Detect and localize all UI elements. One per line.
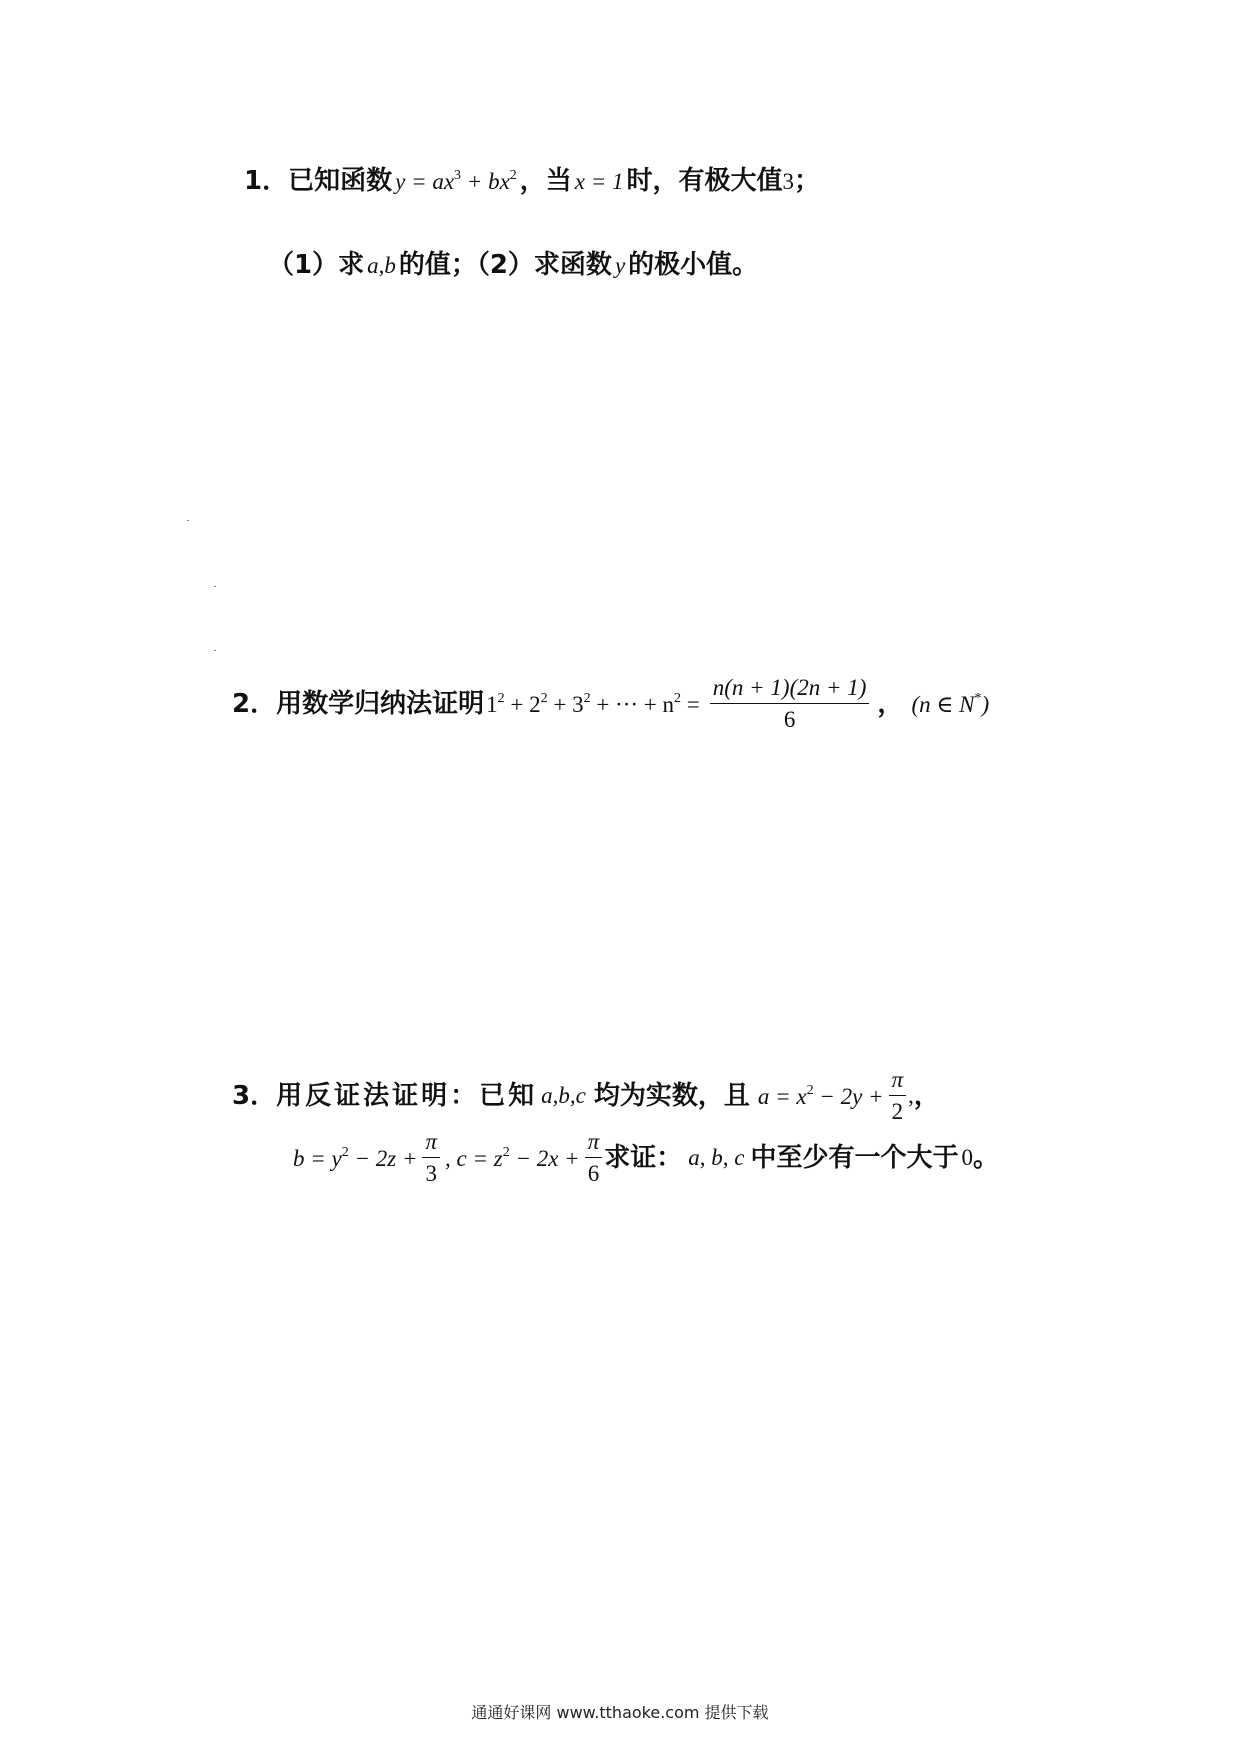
question-2-comma: ， <box>877 688 904 719</box>
question-1-formula-function: $y = ax^3 + bx^2$ <box>395 168 517 194</box>
question-1-text-c: 时，有极大值 <box>626 166 783 196</box>
question-1-number: 1． <box>244 166 289 196</box>
question-3-comma: ， <box>913 1080 940 1111</box>
question-3-fraction-a-den: 2 <box>891 1099 904 1124</box>
question-1-line-1 <box>244 168 820 194</box>
question-3-fraction-c-num: π <box>585 1130 603 1158</box>
question-2-number: 2． <box>232 688 277 719</box>
question-3-text-b: 均为实数，且 <box>593 1080 750 1111</box>
question-2-line <box>232 676 989 731</box>
question-3-fraction-b-den: 3 <box>425 1161 437 1186</box>
question-3-fraction-b <box>422 1130 440 1185</box>
question-3-fraction-c <box>585 1130 603 1185</box>
question-1-text-b: ，当 <box>519 166 572 196</box>
question-1-text-d: ； <box>794 166 821 196</box>
question-2-condition: (n ∈ N*) <box>911 690 990 717</box>
question-3-period: 。 <box>972 1142 999 1173</box>
question-3-prove: 求证： <box>604 1142 683 1173</box>
question-3-fraction-a-num: π <box>889 1068 907 1096</box>
question-1-line-2 <box>268 252 758 278</box>
question-1-text-a: 已知函数 <box>288 166 393 196</box>
question-1-vars-ab: a,b <box>367 252 396 278</box>
question-3-formula-a: $a = x^2 - 2y$ + <box>757 1082 884 1109</box>
question-1-max-value: 3 <box>782 168 795 194</box>
scan-speck <box>214 650 216 651</box>
question-1-part-a: （1）求 <box>268 250 365 280</box>
question-3-comma-math: , <box>908 1083 914 1108</box>
question-2-numerator: n(n + 1)(2n + 1) <box>710 676 870 704</box>
question-2-denominator: 6 <box>783 707 796 732</box>
question-3-text-a: 用反证法证明：已知 <box>276 1080 538 1111</box>
question-3-line-2 <box>290 1130 999 1185</box>
scan-speck <box>187 520 189 521</box>
question-2-fraction <box>710 676 870 731</box>
question-1-var-y: y <box>614 252 626 278</box>
question-3-formula-b: $b = y^2 - 2z$ + <box>293 1144 418 1171</box>
question-3-conclusion: 中至少有一个大于 <box>750 1142 959 1173</box>
question-3-formula-c: , $c = z^2 - 2x$ + <box>445 1144 580 1171</box>
question-3-vars-abc-2: a, b, c <box>688 1145 745 1170</box>
footer-source: 通通好课网 www.tthaoke.com 提供下载 <box>471 1703 769 1722</box>
question-3-fraction-b-num: π <box>422 1130 440 1158</box>
question-3-line-1 <box>232 1068 940 1123</box>
scan-speck <box>214 586 216 587</box>
question-2-sum-left: $1^2 + 2^2 + 3^2$ + ··· + $n^2$ = <box>486 690 700 717</box>
question-3-number: 3． <box>232 1080 277 1111</box>
question-3-fraction-c-den: 6 <box>587 1161 600 1186</box>
question-2-text: 用数学归纳法证明 <box>276 688 485 719</box>
question-3-vars-abc: a,b,c <box>541 1083 586 1108</box>
question-1-part-b: 的值；（2）求函数 <box>398 250 612 280</box>
question-3-fraction-a <box>889 1068 907 1123</box>
question-1-formula-x: x = 1 <box>574 168 624 194</box>
question-1-part-c: 的极小值。 <box>628 250 759 280</box>
question-3-zero: 0 <box>961 1145 973 1170</box>
